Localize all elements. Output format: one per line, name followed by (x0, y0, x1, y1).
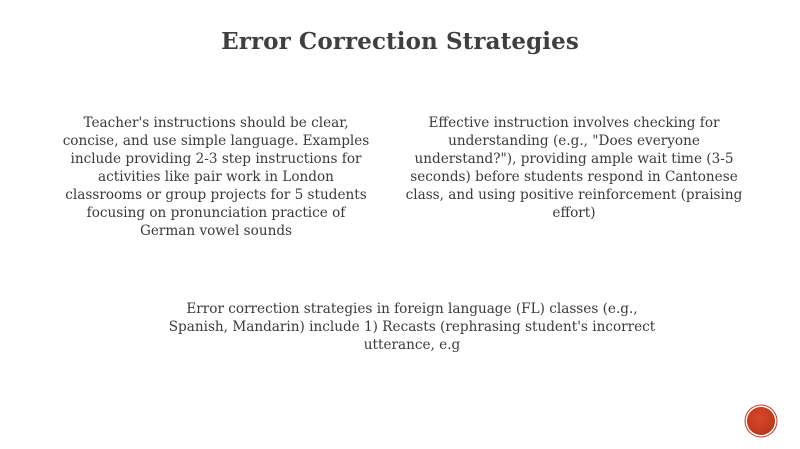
slide-title: Error Correction Strategies (221, 28, 579, 55)
right-text-block: Effective instruction involves checking for understanding (e.g., "Does everyone understand?"), providing ample wait time (3-5 seconds) before students respond in Cantonese class, and using positive reinforcement (praising effort) (405, 115, 743, 221)
slide-nav-button-icon[interactable] (747, 407, 775, 435)
left-text-block: Teacher's instructions should be clear, concise, and use simple language. Examples include providing 2-3 step instructions for activities like pair work in London classrooms or group projects for 5 students focusing on pronunciation practice of German vowel sounds (62, 115, 370, 239)
bottom-text-block: Error correction strategies in foreign language (FL) classes (e.g., Spanish, Mandarin) include 1) Recasts (rephrasing student's incorrect utterance, e.g (168, 301, 656, 353)
